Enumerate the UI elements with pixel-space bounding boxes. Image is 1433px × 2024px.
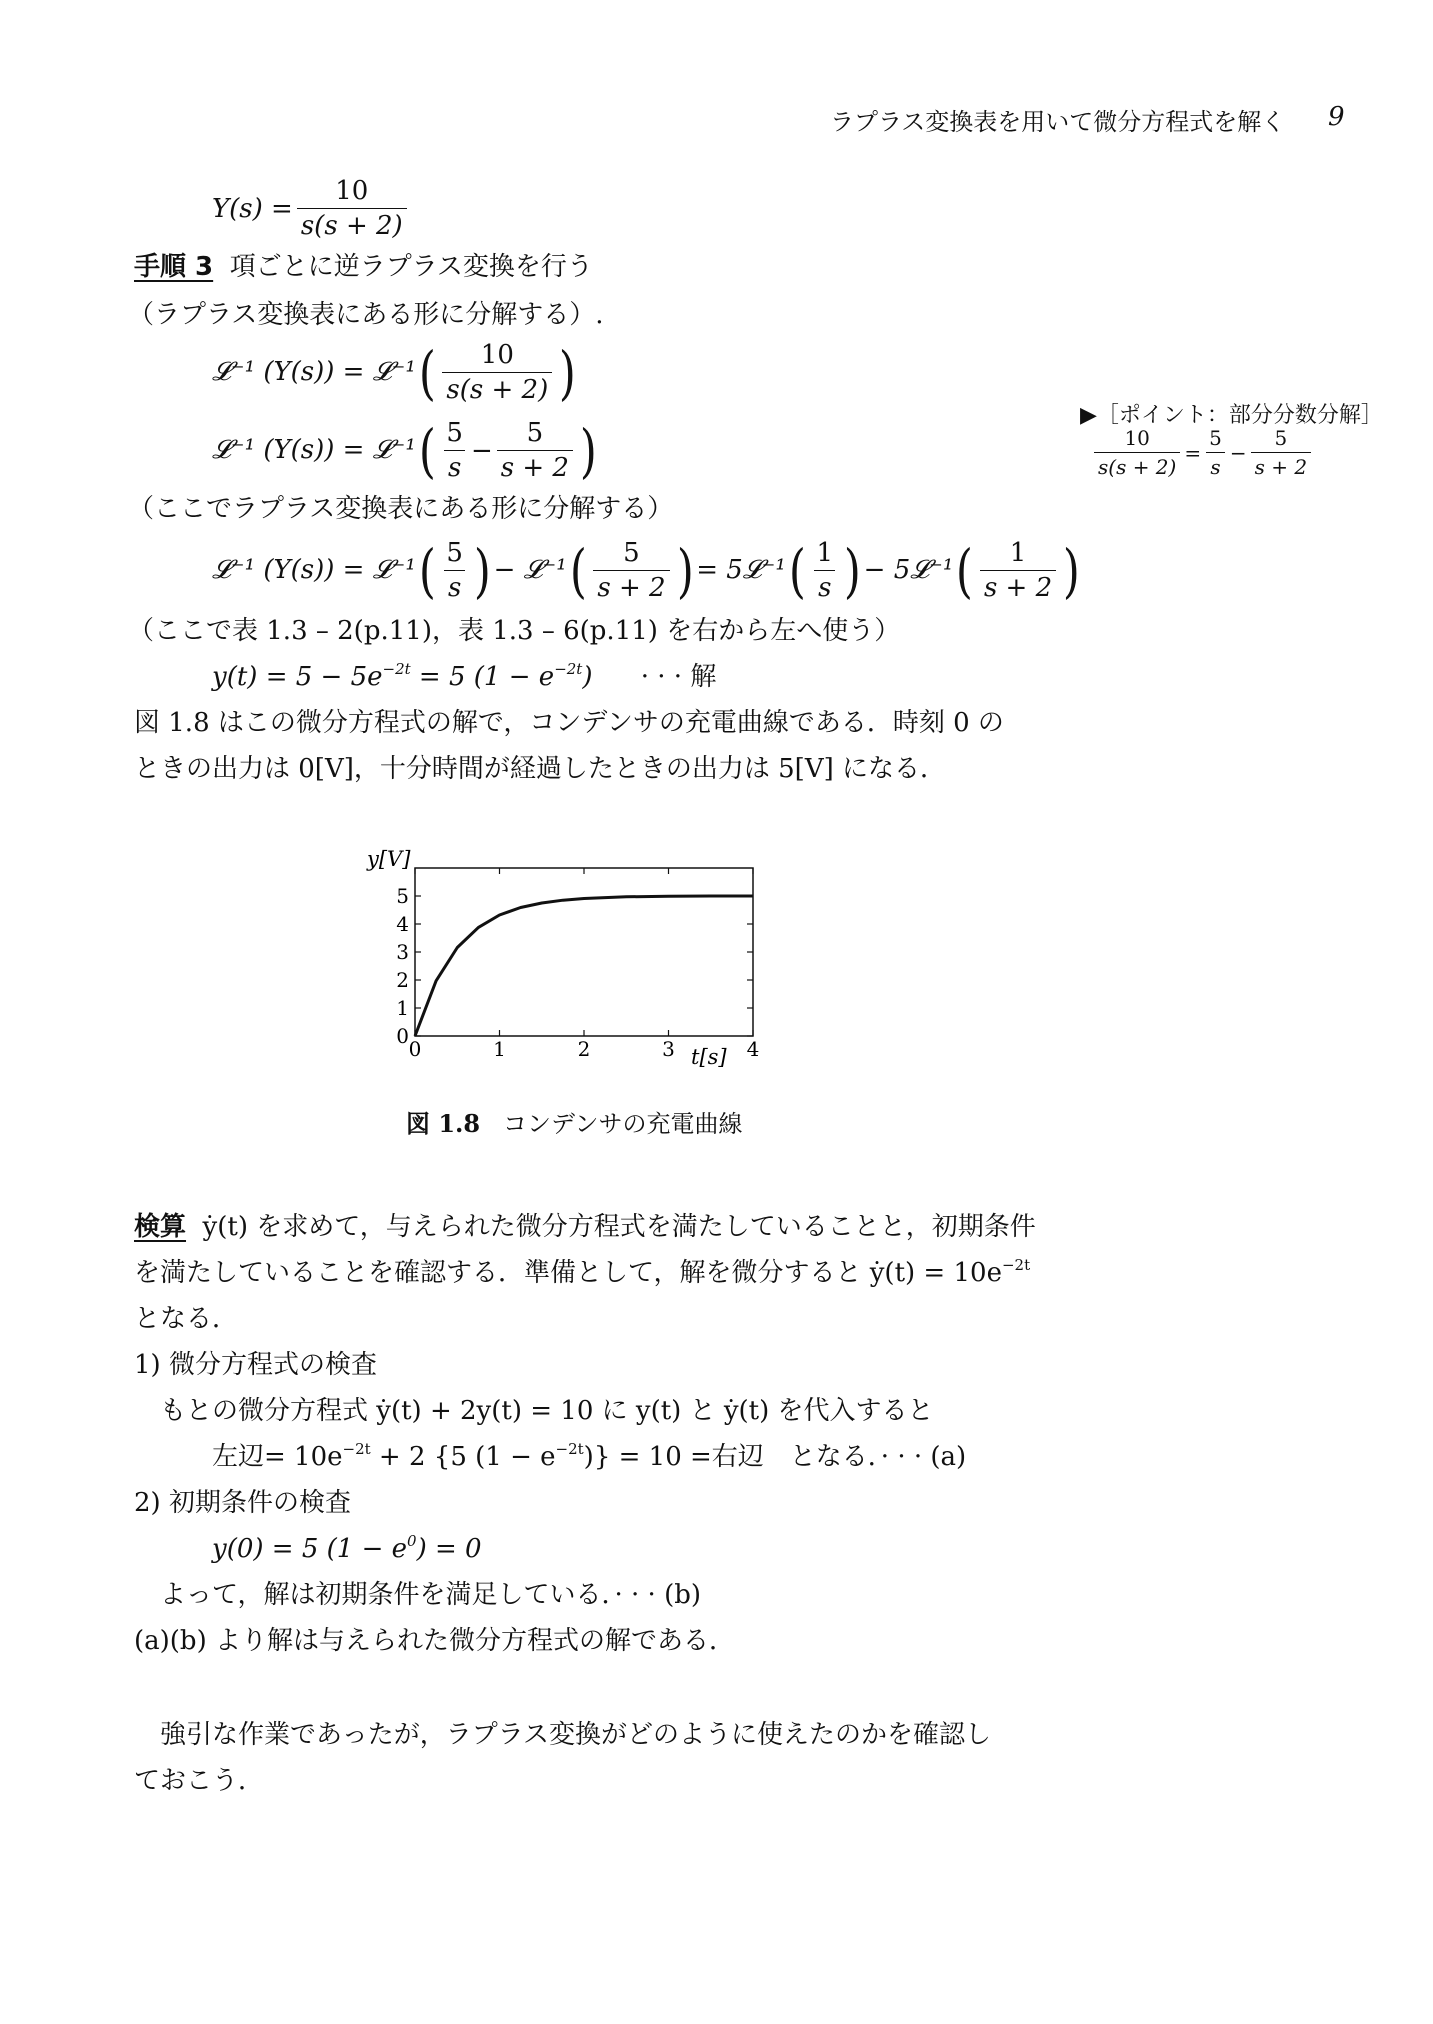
paragraph-line: 図 1.8 はこの微分方程式の解で，コンデンサの充電曲線である．時刻 0 の (134, 708, 1004, 738)
fraction (497, 418, 573, 483)
equation-exponent: −2t (342, 1440, 371, 1458)
left-paren: ( (418, 416, 436, 485)
fraction-denominator: s (444, 450, 465, 483)
y-tick-label: 5 (396, 884, 409, 908)
solution-part: y(t) = 5 − 5e (212, 662, 383, 692)
equals-sign: = (1184, 440, 1202, 465)
fraction-denominator: s + 2 (1251, 452, 1311, 479)
equation-lhs: 𝓛⁻¹ (Y(s)) = 𝓛⁻¹ (212, 357, 416, 387)
solution-part: ) (582, 662, 593, 692)
fraction-numerator: 1 (816, 538, 834, 568)
y-tick-label: 0 (396, 1024, 409, 1048)
equation-solution (212, 660, 716, 694)
fraction-numerator: 5 (1209, 426, 1222, 450)
y-axis-label: y[V] (367, 847, 411, 871)
fraction (593, 538, 669, 603)
equation-part: + 2 {5 (1 − e (370, 1442, 556, 1472)
paragraph-line: ときの出力は 0[V]，十分時間が経過したときの出力は 5[V] になる． (134, 754, 947, 784)
y-tick-label: 3 (396, 940, 409, 964)
point-equation (1090, 426, 1315, 479)
x-axis-label: t[s] (691, 1045, 727, 1069)
fraction-denominator: s (444, 570, 465, 603)
right-paren: ) (676, 536, 694, 605)
equation-part: 左辺= 10e (212, 1442, 343, 1472)
page-number: 9 (1328, 102, 1345, 132)
fraction-denominator: s + 2 (980, 570, 1056, 603)
figure-caption-label: 図 1.8 (406, 1109, 481, 1138)
equation-inverse-3 (212, 538, 1083, 603)
right-paren: ) (579, 416, 597, 485)
equation-part: y(0) = 5 (1 − e (212, 1534, 408, 1564)
step3-heading (134, 250, 593, 284)
equation-part: ) = 0 (416, 1534, 482, 1564)
plot-frame (415, 868, 753, 1036)
left-paren: ( (956, 536, 974, 605)
equation-lhs: 𝓛⁻¹ (Y(s)) = 𝓛⁻¹ (212, 555, 416, 585)
note-decompose: （ここでラプラス変換表にある形に分解する） (128, 494, 674, 524)
check-line-1 (134, 1210, 1036, 1244)
equation-term: − 𝓛⁻¹ (493, 555, 567, 585)
check-text: を満たしていることを確認する．準備として，解を微分すると ẏ(t) = 10e (134, 1258, 1002, 1288)
solution-exponent: −2t (554, 660, 583, 678)
fraction (812, 538, 837, 603)
right-paren: ) (843, 536, 861, 605)
minus-sign: − (1229, 440, 1247, 465)
figure-caption (406, 1104, 743, 1139)
left-paren: ( (569, 536, 587, 605)
y-tick-label: 2 (396, 968, 409, 992)
equation-exponent: −2t (555, 1440, 584, 1458)
x-tick-label: 2 (577, 1037, 591, 1061)
check-conclusion: (a)(b) より解は与えられた微分方程式の解である． (134, 1626, 735, 1656)
equation-Y (212, 176, 411, 241)
left-paren: ( (418, 338, 436, 407)
x-tick-label: 0 (408, 1037, 422, 1061)
fraction-denominator: s(s + 2) (442, 372, 552, 405)
figure-caption-text: コンデンサの充電曲線 (503, 1110, 743, 1138)
check-item-2-equation (212, 1532, 482, 1566)
fraction-denominator: s (1206, 452, 1224, 479)
fraction-numerator: 10 (335, 176, 369, 206)
fraction (1251, 426, 1311, 479)
fraction (442, 418, 467, 483)
equation-exponent: 0 (407, 1532, 417, 1550)
check-line-3: となる． (134, 1304, 239, 1334)
equation-term: − 5𝓛⁻¹ (863, 555, 954, 585)
left-paren: ( (788, 536, 806, 605)
fraction-denominator: s + 2 (593, 570, 669, 603)
running-header-title: ラプラス変換表を用いて微分方程式を解く (830, 108, 1286, 136)
step3-sub: （ラプラス変換表にある形に分解する）. (128, 300, 604, 330)
check-item-1: 1) 微分方程式の検査 (134, 1350, 377, 1380)
note-table: （ここで表 1.3 – 2(p.11)，表 1.3 – 6(p.11) を右から左へ使う） (128, 616, 901, 646)
fraction (442, 340, 552, 405)
check-item-2: 2) 初期条件の検査 (134, 1488, 351, 1518)
check-item-1-body: もとの微分方程式 ẏ(t) + 2y(t) = 10 に y(t) と ẏ(t) を代入すると (160, 1396, 934, 1426)
equation-part: )} = 10 =右辺 となる．· · · (a) (583, 1442, 967, 1472)
fraction-numerator: 5 (526, 418, 544, 448)
solution-part: = 5 (1 − e (410, 662, 555, 692)
fraction (1205, 426, 1226, 479)
y-tick-label: 1 (396, 996, 409, 1020)
charging-curve-chart (360, 846, 880, 1076)
check-item-2-body: よって，解は初期条件を満足している．· · · (b) (160, 1580, 701, 1610)
fraction (980, 538, 1056, 603)
fraction-numerator: 10 (480, 340, 514, 370)
right-paren: ) (473, 536, 491, 605)
point-title: ▶［ポイント：部分分数分解］ (1080, 403, 1383, 428)
step3-title: 項ごとに逆ラプラス変換を行う (229, 252, 593, 282)
fraction (297, 176, 407, 241)
final-paragraph-line: ておこう． (134, 1766, 265, 1796)
minus-sign: − (470, 435, 493, 466)
equation-inverse-2 (212, 418, 600, 483)
fraction-denominator: s (814, 570, 835, 603)
check-text: ẏ(t) を求めて，与えられた微分方程式を満たしていることと，初期条件 (202, 1212, 1036, 1242)
fraction (442, 538, 467, 603)
solution-exponent: −2t (382, 660, 411, 678)
step3-label: 手順 3 (134, 252, 214, 282)
check-line-2 (134, 1256, 1030, 1290)
fraction-denominator: s(s + 2) (297, 208, 407, 241)
y-tick-label: 4 (396, 912, 409, 936)
fraction-numerator: 5 (1274, 426, 1288, 450)
right-paren: ) (559, 338, 577, 407)
equation-term: = 5𝓛⁻¹ (696, 555, 786, 585)
fraction (1094, 426, 1180, 479)
x-tick-label: 4 (746, 1037, 760, 1061)
equation-inverse-1 (212, 340, 579, 405)
fraction-numerator: 5 (446, 418, 463, 448)
fraction-numerator: 10 (1124, 426, 1150, 450)
equation-lhs: Y(s) = (212, 193, 293, 224)
fraction-denominator: s(s + 2) (1094, 452, 1180, 479)
check-item-1-equation (212, 1440, 966, 1474)
fraction-denominator: s + 2 (497, 450, 573, 483)
fraction-numerator: 5 (623, 538, 640, 568)
final-paragraph-line: 強引な作業であったが，ラプラス変換がどのように使えたのかを確認し (160, 1720, 991, 1750)
right-paren: ) (1062, 536, 1080, 605)
series-line (415, 896, 753, 1036)
fraction-numerator: 5 (446, 538, 463, 568)
equation-lhs: 𝓛⁻¹ (Y(s)) = 𝓛⁻¹ (212, 435, 416, 465)
check-label: 検算 (134, 1212, 187, 1242)
x-tick-label: 3 (662, 1037, 675, 1061)
x-tick-label: 1 (493, 1037, 506, 1061)
fraction-numerator: 1 (1009, 538, 1027, 568)
answer-marker: · · · 解 (640, 662, 717, 692)
check-exponent: −2t (1001, 1256, 1031, 1274)
left-paren: ( (418, 536, 436, 605)
